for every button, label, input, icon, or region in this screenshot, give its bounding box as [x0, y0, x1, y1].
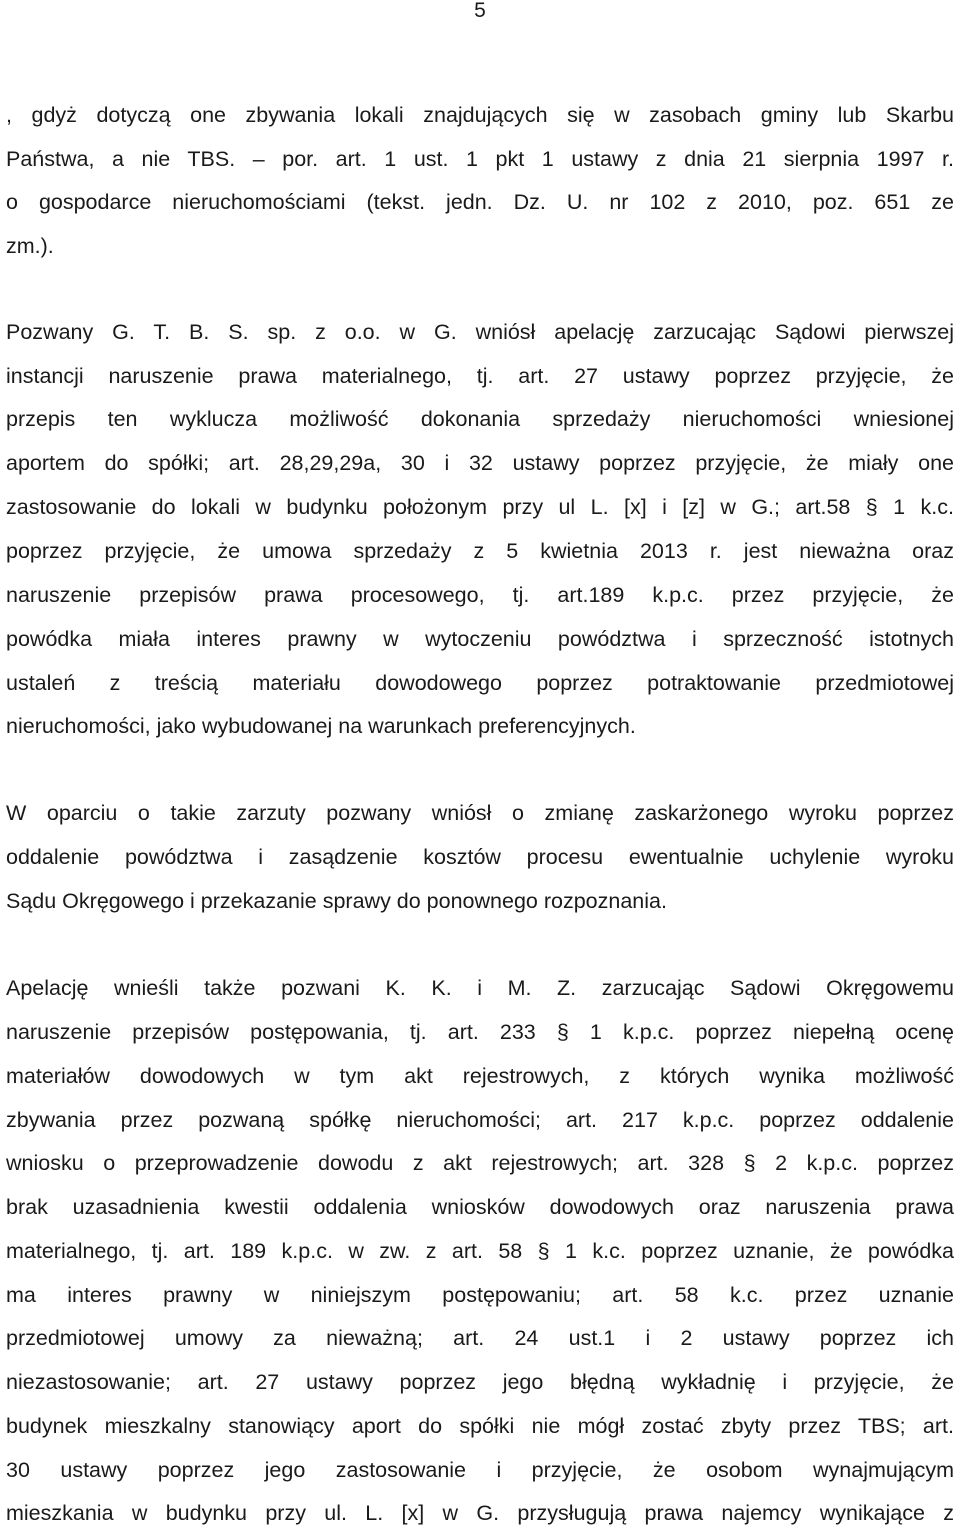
text-line: zm.).: [6, 234, 54, 258]
text-line: aportem do spółki; art. 28,29,29a, 30 i 32 ustawy poprzez przyjęcie, że miały one: [6, 451, 954, 475]
text-line: naruszenie przepisów prawa procesowego, tj. art.189 k.p.c. przez przyjęcie, że: [6, 583, 954, 607]
text-line: poprzez przyjęcie, że umowa sprzedaży z 5 kwietnia 2013 r. jest nieważna oraz: [6, 539, 954, 563]
text-line: instancji naruszenie prawa materialnego, tj. art. 27 ustawy poprzez przyjęcie, że: [6, 364, 954, 388]
text-line: Sądu Okręgowego i przekazanie sprawy do ponownego rozpoznania.: [6, 889, 667, 913]
text-line: W oparciu o takie zarzuty pozwany wniósł o zmianę zaskarżonego wyroku poprzez: [6, 801, 954, 825]
text-line: o gospodarce nieruchomościami (tekst. jedn. Dz. U. nr 102 z 2010, poz. 651 ze: [6, 190, 954, 214]
text-line: Apelację wnieśli także pozwani K. K. i M. Z. zarzucając Sądowi Okręgowemu: [6, 976, 954, 1000]
text-line: brak uzasadnienia kwestii oddalenia wniosków dowodowych oraz naruszenia prawa: [6, 1195, 954, 1219]
text-line: Pozwany G. T. B. S. sp. z o.o. w G. wniósł apelację zarzucając Sądowi pierwszej: [6, 320, 954, 344]
page-number: 5: [474, 0, 486, 22]
text-line: materialnego, tj. art. 189 k.p.c. w zw. z art. 58 § 1 k.c. poprzez uznanie, że powódka: [6, 1239, 954, 1263]
text-line: 30 ustawy poprzez jego zastosowanie i przyjęcie, że osobom wynajmującym: [6, 1458, 954, 1482]
text-line: , gdyż dotyczą one zbywania lokali znajdujących się w zasobach gminy lub Skarbu: [6, 103, 954, 127]
text-line: wniosku o przeprowadzenie dowodu z akt rejestrowych; art. 328 § 2 k.p.c. poprzez: [6, 1151, 954, 1175]
text-line: nieruchomości, jako wybudowanej na warunkach preferencyjnych.: [6, 714, 636, 738]
text-line: powódka miała interes prawny w wytoczeniu powództwa i sprzeczność istotnych: [6, 627, 954, 651]
text-line: Państwa, a nie TBS. – por. art. 1 ust. 1 pkt 1 ustawy z dnia 21 sierpnia 1997 r.: [6, 147, 954, 171]
text-line: materiałów dowodowych w tym akt rejestrowych, z których wynika możliwość: [6, 1064, 954, 1088]
text-line: przedmiotowej umowy za nieważną; art. 24 ust.1 i 2 ustawy poprzez ich: [6, 1326, 954, 1350]
text-line: budynek mieszkalny stanowiący aport do spółki nie mógł zostać zbyty przez TBS; art.: [6, 1414, 954, 1438]
text-line: zbywania przez pozwaną spółkę nieruchomości; art. 217 k.p.c. poprzez oddalenie: [6, 1108, 954, 1132]
text-line: ustaleń z treścią materiału dowodowego poprzez potraktowanie przedmiotowej: [6, 671, 954, 695]
text-line: niezastosowanie; art. 27 ustawy poprzez jego błędną wykładnię i przyjęcie, że: [6, 1370, 954, 1394]
text-line: ma interes prawny w niniejszym postępowaniu; art. 58 k.c. przez uznanie: [6, 1283, 954, 1307]
text-line: mieszkania w budynku przy ul. L. [x] w G. przysługują prawa najemcy wynikające z: [6, 1501, 954, 1525]
text-line: naruszenie przepisów postępowania, tj. art. 233 § 1 k.p.c. poprzez niepełną ocenę: [6, 1020, 954, 1044]
text-line: oddalenie powództwa i zasądzenie kosztów procesu ewentualnie uchylenie wyroku: [6, 845, 954, 869]
text-line: przepis ten wyklucza możliwość dokonania sprzedaży nieruchomości wniesionej: [6, 407, 954, 431]
text-line: zastosowanie do lokali w budynku położonym przy ul L. [x] i [z] w G.; art.58 § 1 k.c.: [6, 495, 954, 519]
